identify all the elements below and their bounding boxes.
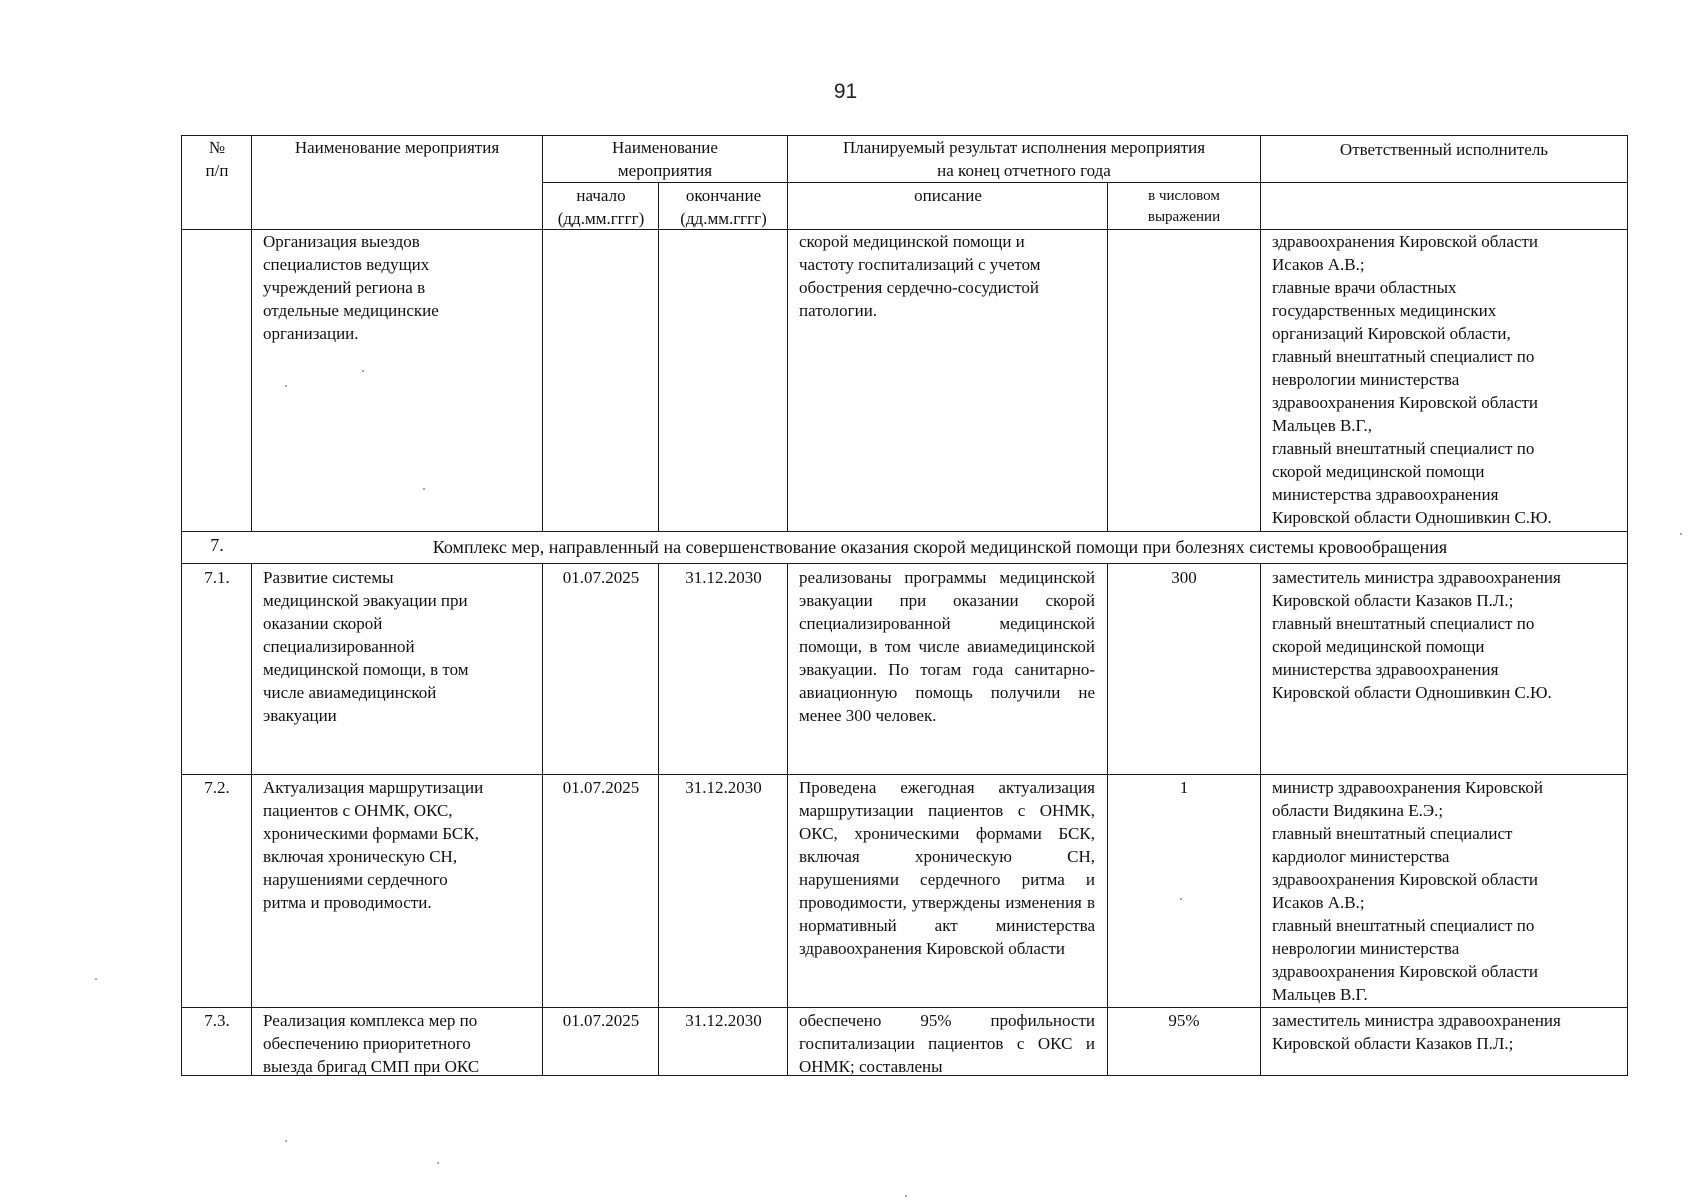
row-description: Проведена ежегодная актуализация маршрутизации пациентов с ОНМК, ОКС, хроническими формами БСК, включая хроническую СН, нарушениями сердечного ритма и проводимости, утверждены изменения в нормативный акт министерства здравоохранения Кировской области <box>799 778 1095 958</box>
table-rule <box>658 563 659 1076</box>
row-end: 31.12.2030 <box>685 1011 762 1030</box>
table-rule <box>787 135 788 531</box>
table-rule <box>542 563 543 1076</box>
header-responsible: Ответственный исполнитель <box>1339 140 1549 159</box>
row-num: 7.1. <box>204 568 230 587</box>
table-rule <box>542 182 1628 183</box>
section-num: 7. <box>210 535 224 555</box>
row-num: 7.3. <box>204 1011 230 1030</box>
table-rule <box>1260 563 1261 1076</box>
scan-speck <box>437 1162 439 1164</box>
scan-speck <box>362 370 364 372</box>
header-result-group: Планируемый результат исполнения мероприятия на конец отчетного года <box>842 138 1206 180</box>
table-rule <box>1107 182 1108 531</box>
row-responsible: министр здравоохранения Кировской области Видякина Е.Э.; главный внештатный специалист кардиолог министерства здравоохранения Кировской области Исаков А.В.; главный внештатный специалист по неврологии министерства здравоохранения Кировской области Мальцев В.Г. <box>1272 778 1543 1004</box>
table-rule <box>1260 135 1261 531</box>
scan-speck <box>1180 898 1182 900</box>
row-start: 01.07.2025 <box>562 778 640 797</box>
header-start: начало (дд.мм.гггг) <box>557 186 645 228</box>
table-rule <box>542 135 543 531</box>
header-description: описание <box>914 186 982 205</box>
continuation-responsible: здравоохранения Кировской области Исаков А.В.; главные врачи областных государственных медицинских организаций Кировской области, главный внештатный специалист по неврологии министерства здравоохранения Кировской области Мальцев В.Г., главный внештатный специалист по скорой медицинской помощи министерства здравоохранения Кировской области Одношивкин С.Ю. <box>1272 232 1552 527</box>
row-start: 01.07.2025 <box>562 568 640 587</box>
row-end: 31.12.2030 <box>685 568 762 587</box>
section-title: Комплекс мер, направленный на совершенствование оказания скорой медицинской помощи при болезнях системы кровообращения <box>432 537 1448 557</box>
scan-speck <box>285 385 287 387</box>
table-rule <box>251 135 252 531</box>
scan-speck <box>905 1195 907 1197</box>
row-value: 1 <box>1179 778 1189 797</box>
scan-speck <box>95 978 97 980</box>
table-rule <box>181 531 1628 532</box>
table-rule <box>251 563 252 1076</box>
row-value: 95% <box>1168 1011 1200 1030</box>
continuation-description: скорой медицинской помощи и частоту госпитализаций с учетом обострения сердечно-сосудистой патологии. <box>799 232 1041 320</box>
scan-speck <box>423 488 425 490</box>
table-rule <box>1107 563 1108 1076</box>
scan-speck <box>285 1140 287 1142</box>
header-name: Наименование мероприятия <box>294 138 500 157</box>
table-rule <box>1627 135 1628 1076</box>
header-end: окончание (дд.мм.гггг) <box>680 186 767 228</box>
row-value: 300 <box>1171 568 1197 587</box>
continuation-name: Организация выездов специалистов ведущих учреждений региона в отдельные медицинские организации. <box>263 232 439 343</box>
row-name: Актуализация маршрутизации пациентов с ОНМК, ОКС, хроническими формами БСК, включая хроническую СН, нарушениями сердечного ритма и проводимости. <box>263 778 484 912</box>
header-num: № п/п <box>205 138 229 180</box>
row-start: 01.07.2025 <box>562 1011 640 1030</box>
table-rule <box>181 135 182 1076</box>
row-description: реализованы программы медицинской эвакуации при оказании скорой специализированной медицинской помощи, в том числе авиамедицинской эвакуации. По тогам года санитарно-авиационную помощь получили не менее 300 человек. <box>799 568 1095 725</box>
row-responsible: заместитель министра здравоохранения Кировской области Казаков П.Л.; главный внештатный специалист по скорой медицинской помощи министерства здравоохранения Кировской области Одношивкин С.Ю. <box>1272 568 1561 702</box>
table-rule <box>787 563 788 1076</box>
row-responsible: заместитель министра здравоохранения Кировской области Казаков П.Л.; <box>1272 1011 1561 1053</box>
header-period-group: Наименование мероприятия <box>612 138 718 180</box>
row-description: обеспечено 95% профильности госпитализации пациентов с ОКС и ОНМК; составлены <box>799 1011 1095 1075</box>
table-rule <box>181 1007 1628 1008</box>
row-name: Реализация комплекса мер по обеспечению приоритетного выезда бригад СМП при ОКС <box>263 1011 480 1076</box>
header-numeric: в числовом выражении <box>1147 188 1221 225</box>
table-rule <box>181 563 1628 564</box>
table-rule <box>181 774 1628 775</box>
scan-speck <box>1680 533 1682 535</box>
row-num: 7.2. <box>204 778 230 797</box>
table-rule <box>658 182 659 531</box>
row-end: 31.12.2030 <box>685 778 762 797</box>
page-number: 91 <box>833 80 858 103</box>
row-name: Развитие системы медицинской эвакуации при оказании скорой специализированной медицинской помощи, в том числе авиамедицинской эвакуации <box>263 568 469 725</box>
